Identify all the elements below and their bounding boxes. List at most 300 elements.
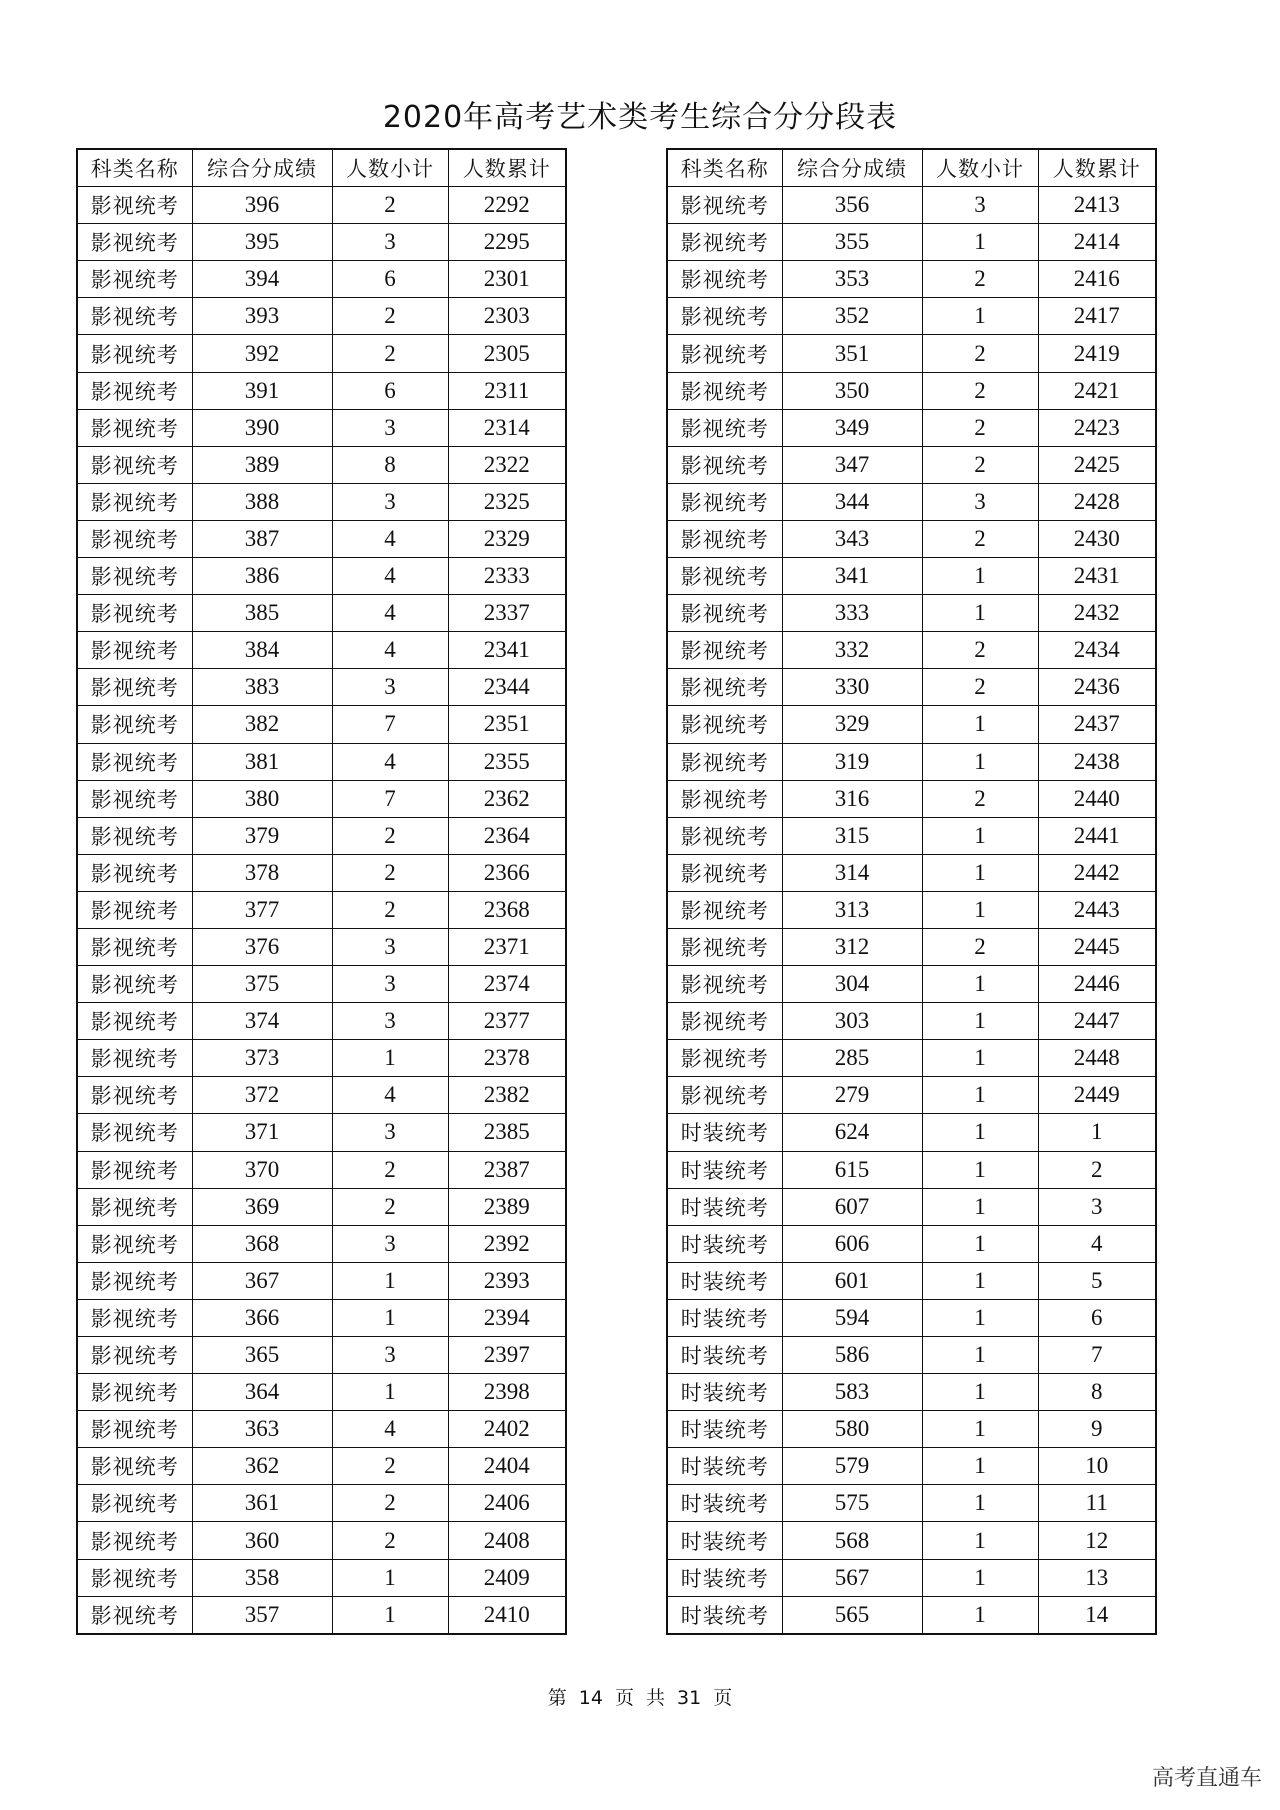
- cell-cumulative: 2382: [448, 1077, 566, 1114]
- table-row: [77, 743, 566, 780]
- cell-cumulative: 2325: [448, 483, 566, 520]
- cell-category: 影视统考: [77, 1151, 192, 1188]
- cell-count: 3: [332, 483, 448, 520]
- cell-score: 376: [192, 928, 332, 965]
- cell-count: 1: [922, 1299, 1038, 1336]
- cell-category: 影视统考: [77, 1411, 192, 1448]
- cell-count: 1: [922, 298, 1038, 335]
- cell-count: 1: [922, 743, 1038, 780]
- cell-score: 391: [192, 372, 332, 409]
- cell-count: 1: [922, 224, 1038, 261]
- cell-count: 6: [332, 261, 448, 298]
- cell-category: 时装统考: [667, 1559, 782, 1596]
- cell-count: 1: [332, 1374, 448, 1411]
- table-row: [77, 520, 566, 557]
- cell-score: 624: [782, 1114, 922, 1151]
- cell-count: 1: [922, 1262, 1038, 1299]
- cell-count: 2: [922, 409, 1038, 446]
- cell-score: 352: [782, 298, 922, 335]
- cell-category: 影视统考: [667, 558, 782, 595]
- cell-category: 影视统考: [77, 1188, 192, 1225]
- table-row: [667, 372, 1156, 409]
- cell-cumulative: 2337: [448, 595, 566, 632]
- cell-count: 2: [922, 780, 1038, 817]
- cell-score: 583: [782, 1374, 922, 1411]
- cell-score: 367: [192, 1262, 332, 1299]
- cell-cumulative: 2425: [1038, 446, 1156, 483]
- cell-count: 1: [922, 1559, 1038, 1596]
- cell-cumulative: 1: [1038, 1114, 1156, 1151]
- cell-cumulative: 2398: [448, 1374, 566, 1411]
- cell-cumulative: 10: [1038, 1448, 1156, 1485]
- cell-cumulative: 3: [1038, 1188, 1156, 1225]
- table-row: [77, 1040, 566, 1077]
- cell-cumulative: 2440: [1038, 780, 1156, 817]
- cell-score: 360: [192, 1522, 332, 1559]
- cell-category: 影视统考: [77, 261, 192, 298]
- cell-category: 影视统考: [77, 966, 192, 1003]
- header-score: 综合分成绩: [782, 149, 922, 187]
- cell-category: 影视统考: [77, 1596, 192, 1634]
- table-row: [77, 261, 566, 298]
- table-row: [77, 595, 566, 632]
- cell-category: 影视统考: [77, 1225, 192, 1262]
- cell-cumulative: 2371: [448, 928, 566, 965]
- table-row: [77, 706, 566, 743]
- page-number: 第 14 页 共 31 页: [547, 1687, 733, 1709]
- cell-category: 时装统考: [667, 1596, 782, 1634]
- cell-count: 2: [922, 520, 1038, 557]
- cell-score: 363: [192, 1411, 332, 1448]
- cell-cumulative: 2445: [1038, 928, 1156, 965]
- table-row: [77, 372, 566, 409]
- cell-cumulative: 2408: [448, 1522, 566, 1559]
- table-row: [77, 966, 566, 1003]
- cell-score: 390: [192, 409, 332, 446]
- cell-score: 368: [192, 1225, 332, 1262]
- cell-cumulative: 2448: [1038, 1040, 1156, 1077]
- cell-cumulative: 2416: [1038, 261, 1156, 298]
- cell-count: 1: [922, 1596, 1038, 1634]
- cell-score: 373: [192, 1040, 332, 1077]
- cell-count: 3: [332, 966, 448, 1003]
- cell-cumulative: 2389: [448, 1188, 566, 1225]
- cell-score: 351: [782, 335, 922, 372]
- cell-score: 341: [782, 558, 922, 595]
- table-row: [77, 335, 566, 372]
- cell-cumulative: 2362: [448, 780, 566, 817]
- cell-category: 时装统考: [667, 1522, 782, 1559]
- table-row: [77, 1374, 566, 1411]
- table-row: [77, 1151, 566, 1188]
- score-table-right-body: [667, 187, 1156, 1634]
- cell-category: 影视统考: [667, 520, 782, 557]
- cell-count: 2: [922, 446, 1038, 483]
- cell-score: 579: [782, 1448, 922, 1485]
- cell-cumulative: 2442: [1038, 854, 1156, 891]
- cell-cumulative: 2430: [1038, 520, 1156, 557]
- cell-score: 362: [192, 1448, 332, 1485]
- cell-count: 8: [332, 446, 448, 483]
- cell-count: 1: [922, 1225, 1038, 1262]
- cell-category: 影视统考: [667, 446, 782, 483]
- cell-cumulative: 2432: [1038, 595, 1156, 632]
- table-row: [667, 854, 1156, 891]
- cell-count: 1: [922, 1040, 1038, 1077]
- cell-category: 影视统考: [77, 1299, 192, 1336]
- cell-count: 2: [922, 669, 1038, 706]
- cell-category: 影视统考: [77, 595, 192, 632]
- cell-score: 607: [782, 1188, 922, 1225]
- cell-cumulative: 2377: [448, 1003, 566, 1040]
- cell-score: 370: [192, 1151, 332, 1188]
- cell-cumulative: 2436: [1038, 669, 1156, 706]
- cell-cumulative: 2410: [448, 1596, 566, 1634]
- cell-score: 316: [782, 780, 922, 817]
- table-row: [667, 1040, 1156, 1077]
- cell-count: 6: [332, 372, 448, 409]
- cell-score: 385: [192, 595, 332, 632]
- cell-score: 312: [782, 928, 922, 965]
- cell-count: 3: [922, 483, 1038, 520]
- cell-count: 2: [922, 372, 1038, 409]
- cell-category: 影视统考: [77, 706, 192, 743]
- cell-category: 影视统考: [667, 187, 782, 224]
- table-row: [77, 1299, 566, 1336]
- cell-cumulative: 2322: [448, 446, 566, 483]
- cell-cumulative: 2378: [448, 1040, 566, 1077]
- cell-category: 影视统考: [77, 224, 192, 261]
- cell-score: 365: [192, 1337, 332, 1374]
- cell-score: 568: [782, 1522, 922, 1559]
- cell-category: 影视统考: [667, 743, 782, 780]
- page-title: 2020年高考艺术类考生综合分分段表: [382, 100, 898, 135]
- score-table-right: [666, 148, 1157, 1635]
- cell-category: 影视统考: [667, 1077, 782, 1114]
- score-table-left: [76, 148, 567, 1635]
- cell-cumulative: 2419: [1038, 335, 1156, 372]
- table-row: [77, 1337, 566, 1374]
- cell-score: 343: [782, 520, 922, 557]
- cell-category: 影视统考: [667, 780, 782, 817]
- cell-score: 358: [192, 1559, 332, 1596]
- header-score: 综合分成绩: [192, 149, 332, 187]
- cell-count: 1: [922, 1077, 1038, 1114]
- cell-category: 影视统考: [77, 632, 192, 669]
- cell-score: 304: [782, 966, 922, 1003]
- cell-count: 7: [332, 706, 448, 743]
- table-row: [77, 780, 566, 817]
- header-cumulative: 人数累计: [448, 149, 566, 187]
- table-row: [77, 632, 566, 669]
- table-row: [667, 1188, 1156, 1225]
- cell-score: 315: [782, 817, 922, 854]
- cell-count: 3: [332, 1114, 448, 1151]
- cell-count: 2: [332, 854, 448, 891]
- cell-count: 3: [332, 1003, 448, 1040]
- table-row: [77, 1114, 566, 1151]
- cell-count: 3: [332, 1337, 448, 1374]
- cell-score: 374: [192, 1003, 332, 1040]
- cell-score: 580: [782, 1411, 922, 1448]
- cell-count: 1: [922, 1485, 1038, 1522]
- cell-cumulative: 2393: [448, 1262, 566, 1299]
- table-row: [77, 187, 566, 224]
- cell-count: 2: [922, 335, 1038, 372]
- table-row: [667, 780, 1156, 817]
- cell-category: 影视统考: [77, 928, 192, 965]
- cell-category: 影视统考: [77, 1522, 192, 1559]
- cell-score: 375: [192, 966, 332, 1003]
- cell-score: 586: [782, 1337, 922, 1374]
- cell-cumulative: 2431: [1038, 558, 1156, 595]
- table-row: [667, 1522, 1156, 1559]
- table-row: [77, 224, 566, 261]
- cell-count: 4: [332, 632, 448, 669]
- table-row: [77, 1225, 566, 1262]
- table-header-row: [667, 149, 1156, 187]
- cell-score: 384: [192, 632, 332, 669]
- cell-cumulative: 2414: [1038, 224, 1156, 261]
- cell-cumulative: 13: [1038, 1559, 1156, 1596]
- table-row: [77, 298, 566, 335]
- cell-cumulative: 2421: [1038, 372, 1156, 409]
- cell-count: 3: [332, 409, 448, 446]
- cell-category: 时装统考: [667, 1114, 782, 1151]
- table-row: [667, 1299, 1156, 1336]
- cell-cumulative: 2428: [1038, 483, 1156, 520]
- cell-category: 影视统考: [667, 483, 782, 520]
- cell-count: 1: [922, 706, 1038, 743]
- cell-score: 575: [782, 1485, 922, 1522]
- cell-category: 影视统考: [77, 1114, 192, 1151]
- table-row: [77, 1003, 566, 1040]
- cell-count: 1: [922, 1114, 1038, 1151]
- cell-score: 378: [192, 854, 332, 891]
- cell-score: 565: [782, 1596, 922, 1634]
- cell-category: 时装统考: [667, 1225, 782, 1262]
- cell-cumulative: 2406: [448, 1485, 566, 1522]
- cell-count: 4: [332, 520, 448, 557]
- cell-score: 344: [782, 483, 922, 520]
- cell-cumulative: 2305: [448, 335, 566, 372]
- cell-cumulative: 2423: [1038, 409, 1156, 446]
- cell-category: 影视统考: [667, 335, 782, 372]
- table-row: [667, 1374, 1156, 1411]
- table-row: [77, 1262, 566, 1299]
- cell-count: 1: [922, 966, 1038, 1003]
- table-row: [667, 446, 1156, 483]
- cell-cumulative: 2443: [1038, 891, 1156, 928]
- cell-category: 影视统考: [77, 817, 192, 854]
- cell-category: 影视统考: [77, 854, 192, 891]
- cell-category: 影视统考: [667, 928, 782, 965]
- cell-cumulative: 2314: [448, 409, 566, 446]
- cell-count: 2: [332, 335, 448, 372]
- cell-score: 382: [192, 706, 332, 743]
- cell-category: 影视统考: [667, 1003, 782, 1040]
- cell-category: 影视统考: [77, 1040, 192, 1077]
- table-row: [667, 1485, 1156, 1522]
- cell-count: 2: [332, 817, 448, 854]
- cell-cumulative: 2: [1038, 1151, 1156, 1188]
- cell-count: 7: [332, 780, 448, 817]
- cell-count: 1: [922, 1337, 1038, 1374]
- table-row: [77, 558, 566, 595]
- header-count: 人数小计: [332, 149, 448, 187]
- table-row: [667, 632, 1156, 669]
- table-row: [667, 706, 1156, 743]
- cell-score: 369: [192, 1188, 332, 1225]
- table-row: [667, 928, 1156, 965]
- cell-cumulative: 2368: [448, 891, 566, 928]
- table-row: [77, 928, 566, 965]
- cell-count: 1: [332, 1596, 448, 1634]
- table-row: [77, 669, 566, 706]
- header-category: 科类名称: [77, 149, 192, 187]
- cell-cumulative: 2441: [1038, 817, 1156, 854]
- table-header-row: [77, 149, 566, 187]
- cell-count: 3: [332, 1225, 448, 1262]
- cell-category: 影视统考: [77, 372, 192, 409]
- cell-score: 386: [192, 558, 332, 595]
- cell-count: 1: [922, 595, 1038, 632]
- cell-count: 4: [332, 1411, 448, 1448]
- cell-cumulative: 2311: [448, 372, 566, 409]
- cell-count: 1: [922, 817, 1038, 854]
- cell-category: 影视统考: [667, 706, 782, 743]
- table-row: [667, 1596, 1156, 1634]
- cell-category: 影视统考: [77, 1077, 192, 1114]
- cell-cumulative: 2351: [448, 706, 566, 743]
- table-row: [667, 558, 1156, 595]
- cell-cumulative: 2301: [448, 261, 566, 298]
- watermark: 高考直通车: [1151, 1766, 1262, 1791]
- cell-count: 4: [332, 743, 448, 780]
- cell-category: 时装统考: [667, 1299, 782, 1336]
- cell-category: 影视统考: [667, 817, 782, 854]
- cell-category: 影视统考: [77, 1337, 192, 1374]
- table-row: [667, 1559, 1156, 1596]
- cell-cumulative: 2413: [1038, 187, 1156, 224]
- cell-cumulative: 2447: [1038, 1003, 1156, 1040]
- cell-score: 364: [192, 1374, 332, 1411]
- cell-category: 影视统考: [667, 409, 782, 446]
- cell-count: 1: [922, 1003, 1038, 1040]
- cell-cumulative: 2392: [448, 1225, 566, 1262]
- table-row: [667, 1225, 1156, 1262]
- table-row: [667, 1151, 1156, 1188]
- cell-count: 1: [922, 1411, 1038, 1448]
- score-table-left-body: [77, 187, 566, 1634]
- cell-count: 2: [332, 187, 448, 224]
- table-row: [667, 187, 1156, 224]
- cell-category: 影视统考: [667, 854, 782, 891]
- cell-category: 影视统考: [667, 224, 782, 261]
- cell-category: 影视统考: [77, 669, 192, 706]
- cell-category: 影视统考: [77, 483, 192, 520]
- table-row: [667, 966, 1156, 1003]
- cell-count: 1: [922, 558, 1038, 595]
- cell-score: 333: [782, 595, 922, 632]
- cell-score: 381: [192, 743, 332, 780]
- cell-score: 285: [782, 1040, 922, 1077]
- table-row: [77, 1411, 566, 1448]
- cell-count: 2: [332, 1448, 448, 1485]
- table-row: [77, 891, 566, 928]
- cell-cumulative: 14: [1038, 1596, 1156, 1634]
- table-row: [77, 1522, 566, 1559]
- cell-cumulative: 2341: [448, 632, 566, 669]
- cell-score: 313: [782, 891, 922, 928]
- cell-score: 371: [192, 1114, 332, 1151]
- cell-count: 1: [922, 854, 1038, 891]
- table-row: [667, 261, 1156, 298]
- cell-category: 影视统考: [77, 409, 192, 446]
- cell-count: 3: [332, 224, 448, 261]
- cell-category: 影视统考: [77, 1003, 192, 1040]
- cell-cumulative: 2434: [1038, 632, 1156, 669]
- cell-category: 影视统考: [77, 743, 192, 780]
- cell-score: 366: [192, 1299, 332, 1336]
- cell-score: 606: [782, 1225, 922, 1262]
- table-row: [667, 1003, 1156, 1040]
- cell-cumulative: 2292: [448, 187, 566, 224]
- table-row: [667, 743, 1156, 780]
- table-row: [667, 1337, 1156, 1374]
- cell-score: 353: [782, 261, 922, 298]
- cell-score: 330: [782, 669, 922, 706]
- cell-score: 356: [782, 187, 922, 224]
- cell-category: 时装统考: [667, 1448, 782, 1485]
- cell-category: 影视统考: [667, 261, 782, 298]
- cell-score: 377: [192, 891, 332, 928]
- cell-cumulative: 2417: [1038, 298, 1156, 335]
- cell-category: 时装统考: [667, 1374, 782, 1411]
- cell-cumulative: 2364: [448, 817, 566, 854]
- cell-count: 1: [922, 891, 1038, 928]
- cell-cumulative: 4: [1038, 1225, 1156, 1262]
- cell-count: 2: [922, 261, 1038, 298]
- cell-score: 396: [192, 187, 332, 224]
- cell-category: 影视统考: [77, 1448, 192, 1485]
- table-row: [77, 1596, 566, 1634]
- cell-cumulative: 2385: [448, 1114, 566, 1151]
- cell-score: 395: [192, 224, 332, 261]
- cell-cumulative: 2303: [448, 298, 566, 335]
- cell-score: 601: [782, 1262, 922, 1299]
- cell-category: 时装统考: [667, 1151, 782, 1188]
- table-row: [667, 335, 1156, 372]
- cell-score: 279: [782, 1077, 922, 1114]
- cell-category: 影视统考: [77, 780, 192, 817]
- table-row: [667, 817, 1156, 854]
- header-count: 人数小计: [922, 149, 1038, 187]
- cell-cumulative: 2409: [448, 1559, 566, 1596]
- table-row: [667, 1448, 1156, 1485]
- cell-cumulative: 2402: [448, 1411, 566, 1448]
- cell-cumulative: 2449: [1038, 1077, 1156, 1114]
- cell-score: 319: [782, 743, 922, 780]
- cell-cumulative: 8: [1038, 1374, 1156, 1411]
- cell-score: 379: [192, 817, 332, 854]
- table-row: [77, 1077, 566, 1114]
- cell-cumulative: 2397: [448, 1337, 566, 1374]
- header-cumulative: 人数累计: [1038, 149, 1156, 187]
- cell-score: 393: [192, 298, 332, 335]
- cell-category: 影视统考: [77, 558, 192, 595]
- cell-cumulative: 2355: [448, 743, 566, 780]
